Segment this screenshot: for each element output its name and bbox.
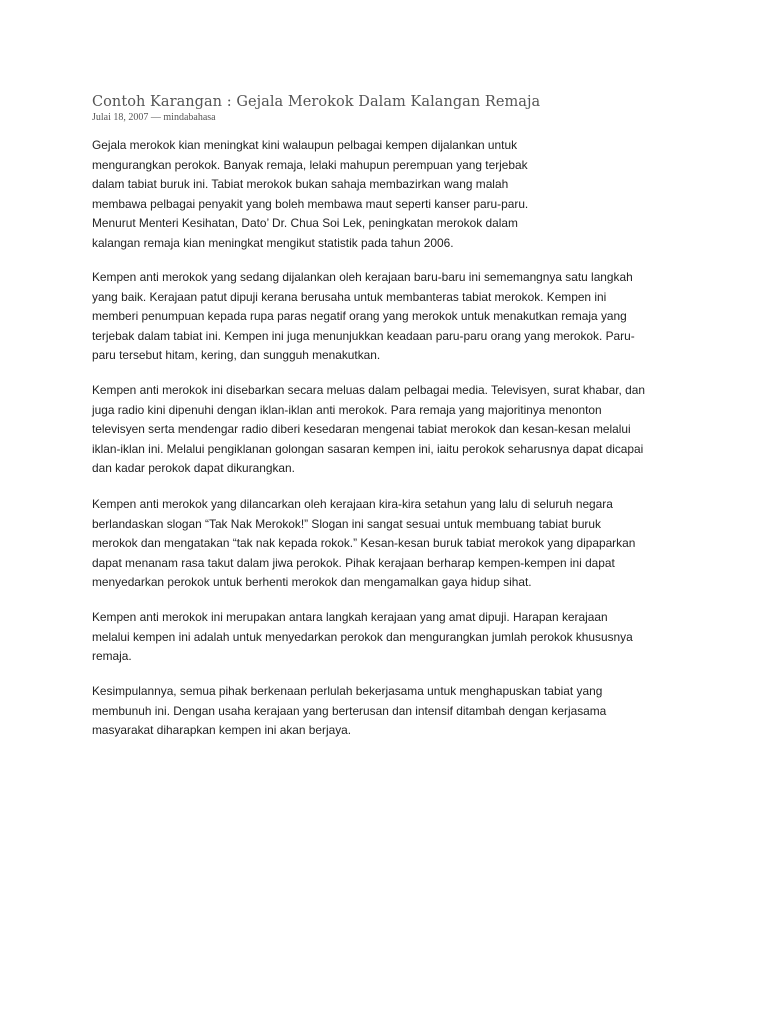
paragraph-line: Kempen anti merokok yang dilancarkan oleh kerajaan kira-kira setahun yang lalu di seluruh negara: [92, 497, 613, 511]
paragraph-6: [92, 682, 606, 741]
paragraph-4: [92, 495, 635, 593]
paragraph-line: Kesimpulannya, semua pihak berkenaan perlulah bekerjasama untuk menghapuskan tabiat yang: [92, 684, 603, 698]
paragraph-line: mengurangkan perokok. Banyak remaja, lelaki mahupun perempuan yang terjebak: [92, 157, 528, 172]
article-meta: Julai 18, 2007 — mindabahasa: [92, 112, 216, 123]
paragraph-line: televisyen serta mendengar radio diberi kesedaran mengenai tabiat merokok dan kesan-kesan melalui: [92, 422, 631, 437]
paragraph-line: terjebak dalam tabiat ini. Kempen ini juga menunjukkan keadaan paru-paru orang yang merokok. Paru-: [92, 328, 635, 343]
paragraph-1: [92, 136, 528, 254]
paragraph-line: dapat menanam rasa takut dalam jiwa perokok. Pihak kerajaan berharap kempen-kempen ini dapat: [92, 555, 615, 570]
paragraph-3: [92, 381, 645, 479]
paragraph-line: paru tersebut hitam, kering, dan sungguh menakutkan.: [92, 348, 381, 363]
paragraph-line: Kempen anti merokok ini merupakan antara langkah kerajaan yang amat dipuji. Harapan kerajaan: [92, 610, 608, 624]
paragraph-line: melalui kempen ini adalah untuk menyedarkan perokok dan mengurangkan jumlah perokok khususnya: [92, 629, 633, 644]
paragraph-line: Kempen anti merokok ini disebarkan secara meluas dalam pelbagai media. Televisyen, surat khabar, dan: [92, 383, 646, 397]
paragraph-line: merokok dan mengatakan “tak nak kepada rokok.” Kesan-kesan buruk tabiat merokok yang dipaparkan: [92, 536, 636, 551]
paragraph-line: membunuh ini. Dengan usaha kerajaan yang berterusan dan intensif ditambah dengan kerjasama: [92, 703, 607, 718]
paragraph-line: memberi penumpuan kepada rupa paras negatif orang yang merokok untuk menakutkan remaja yang: [92, 309, 627, 324]
paragraph-line: dan kadar perokok dapat dikurangkan.: [92, 461, 295, 476]
paragraph-line: juga radio kini dipenuhi dengan iklan-iklan anti merokok. Para remaja yang majoritinya menonton: [92, 402, 602, 417]
paragraph-line: membawa pelbagai penyakit yang boleh membawa maut seperti kanser paru-paru.: [92, 196, 529, 211]
paragraph-line: menyedarkan perokok untuk berhenti merokok dan mengamalkan gaya hidup sihat.: [92, 575, 532, 590]
paragraph-5: [92, 608, 633, 667]
paragraph-line: dalam tabiat buruk ini. Tabiat merokok bukan sahaja membazirkan wang malah: [92, 177, 509, 192]
paragraph-line: masyarakat diharapkan kempen ini akan berjaya.: [92, 723, 352, 738]
article-title: Contoh Karangan : Gejala Merokok Dalam Kalangan Remaja: [92, 94, 541, 110]
paragraph-line: remaja.: [92, 649, 132, 664]
paragraph-line: kalangan remaja kian meningkat mengikut statistik pada tahun 2006.: [92, 235, 454, 250]
paragraph-line: Kempen anti merokok yang sedang dijalankan oleh kerajaan baru-baru ini sememangnya satu langkah: [92, 270, 633, 284]
paragraph-line: Menurut Menteri Kesihatan, Dato’ Dr. Chua Soi Lek, peningkatan merokok dalam: [92, 216, 518, 231]
paragraph-line: Gejala merokok kian meningkat kini walaupun pelbagai kempen dijalankan untuk: [92, 138, 518, 152]
paragraph-line: iklan-iklan ini. Melalui pengiklanan golongan sasaran kempen ini, iaitu perokok seharusnya dapat dicapai: [92, 441, 644, 456]
paragraph-line: yang baik. Kerajaan patut dipuji kerana berusaha untuk membanteras tabiat merokok. Kempen ini: [92, 289, 607, 304]
paragraph-2: [92, 268, 635, 366]
paragraph-line: berlandaskan slogan “Tak Nak Merokok!” Slogan ini sangat sesuai untuk membuang tabiat buruk: [92, 516, 601, 531]
